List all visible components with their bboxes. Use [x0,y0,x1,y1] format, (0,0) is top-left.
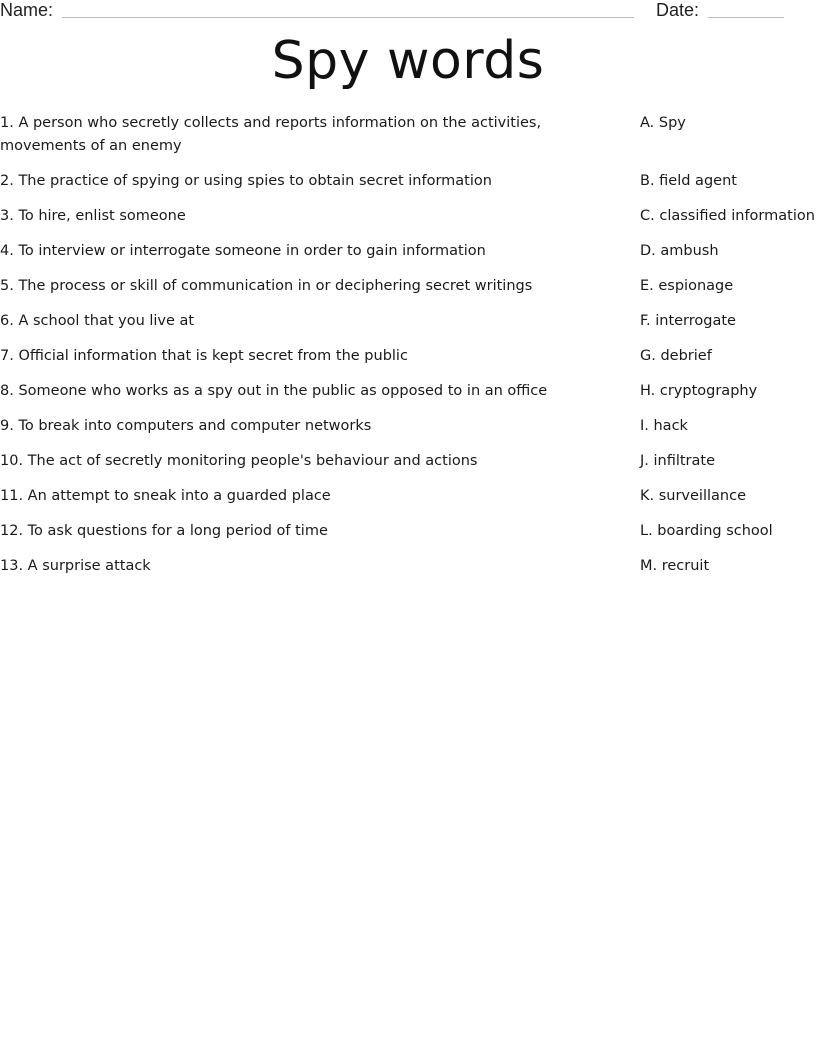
clue-text: 7. Official information that is kept secret from the public [0,348,408,364]
name-blank-line [62,17,634,18]
answer-option: L. boarding school [640,523,773,539]
list-item [0,112,816,158]
date-label: Date: [656,0,700,20]
clue-text: 4. To interview or interrogate someone in order to gain information [0,243,486,259]
list-item [0,380,816,403]
list-item [0,170,816,193]
answer-option: D. ambush [640,243,719,259]
answer-option: H. cryptography [640,383,758,399]
answer-option: K. surveillance [640,488,746,504]
list-item [0,485,816,508]
date-blank-line [708,17,784,18]
clue-text: 6. A school that you live at [0,313,195,329]
clue-text: 5. The process or skill of communication in or deciphering secret writings [0,278,533,294]
list-item [0,345,816,368]
answer-option: A. Spy [640,115,686,131]
list-item [0,275,816,298]
answer-option: J. infiltrate [640,453,716,469]
clue-text: 8. Someone who works as a spy out in the public as opposed to in an office [0,383,548,399]
answer-option: G. debrief [640,348,712,364]
answer-option: E. espionage [640,278,734,294]
worksheet-header [0,0,816,24]
list-item [0,450,816,473]
answer-option: M. recruit [640,558,710,574]
clue-text: 3. To hire, enlist someone [0,208,186,224]
matching-list [0,112,816,590]
page-title: Spy words [271,31,545,91]
list-item [0,240,816,263]
answer-option: I. hack [640,418,688,434]
answer-option: F. interrogate [640,313,736,329]
list-item [0,310,816,333]
clue-text: 2. The practice of spying or using spies to obtain secret information [0,173,492,189]
answer-option: C. classified information [640,208,815,224]
answer-option: B. field agent [640,173,737,189]
clue-text: 1. A person who secretly collects and reports information on the activities, movements of an enemy [0,115,542,154]
list-item [0,205,816,228]
clue-text: 9. To break into computers and computer networks [0,418,372,434]
name-label: Name: [0,0,54,20]
list-item [0,415,816,438]
list-item [0,520,816,543]
clue-text: 12. To ask questions for a long period of time [0,523,328,539]
clue-text: 11. An attempt to sneak into a guarded place [0,488,331,504]
clue-text: 13. A surprise attack [0,558,151,574]
clue-text: 10. The act of secretly monitoring people's behaviour and actions [0,453,478,469]
list-item [0,555,816,578]
